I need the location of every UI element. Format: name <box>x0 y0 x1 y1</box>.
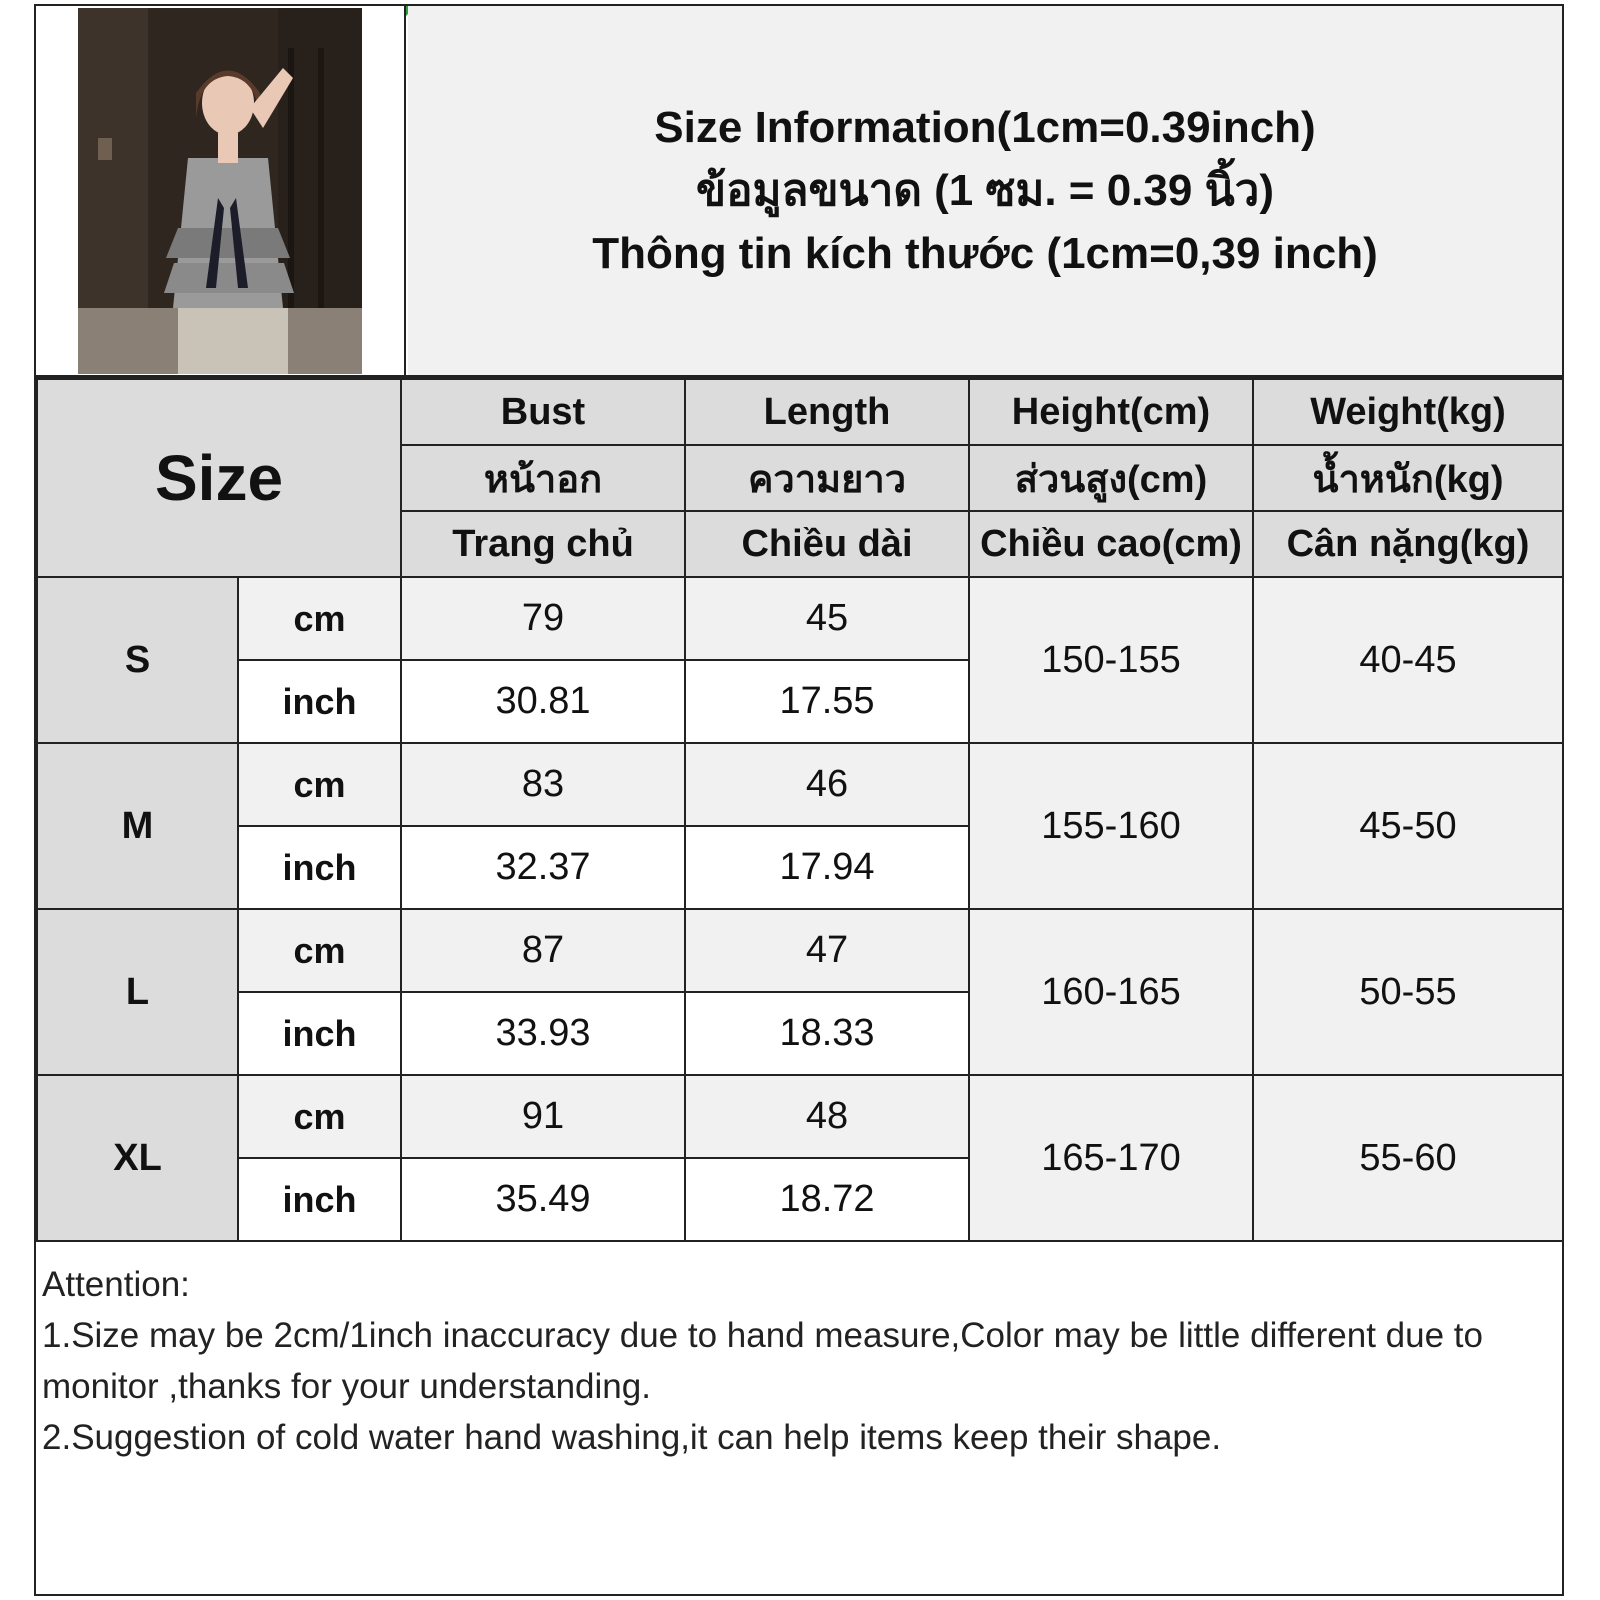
table-row <box>37 743 1563 826</box>
height-range: 165-170 <box>969 1075 1253 1241</box>
weight-range: 40-45 <box>1253 577 1563 743</box>
size-column-header: Size <box>37 379 401 577</box>
unit-inch: inch <box>238 992 401 1075</box>
attention-heading: Attention: <box>42 1265 190 1304</box>
title-vietnamese: Thông tin kích thước (1cm=0,39 inch) <box>592 229 1378 278</box>
length-cm: 47 <box>685 909 969 992</box>
col-header-weight-vi: Cân nặng(kg) <box>1253 511 1563 577</box>
col-header-bust-vi: Trang chủ <box>401 511 685 577</box>
size-label: S <box>37 577 238 743</box>
header-row-en <box>37 379 1563 445</box>
unit-cm: cm <box>238 577 401 660</box>
bust-cm: 83 <box>401 743 685 826</box>
bust-inch: 32.37 <box>401 826 685 909</box>
weight-range: 50-55 <box>1253 909 1563 1075</box>
height-range: 155-160 <box>969 743 1253 909</box>
weight-range: 55-60 <box>1253 1075 1563 1241</box>
length-cm: 45 <box>685 577 969 660</box>
col-header-height-vi: Chiều cao(cm) <box>969 511 1253 577</box>
unit-inch: inch <box>238 1158 401 1241</box>
col-header-length-en: Length <box>685 379 969 445</box>
size-chart <box>34 4 1564 1596</box>
title-block <box>408 6 1562 375</box>
weight-range: 45-50 <box>1253 743 1563 909</box>
title-english: Size Information(1cm=0.39inch) <box>654 103 1316 152</box>
header-section <box>36 6 1562 378</box>
col-header-weight-en: Weight(kg) <box>1253 379 1563 445</box>
unit-cm: cm <box>238 1075 401 1158</box>
table-row <box>37 909 1563 992</box>
size-table <box>36 378 1564 1242</box>
col-header-bust-th: หน้าอก <box>401 445 685 511</box>
col-header-length-th: ความยาว <box>685 445 969 511</box>
length-inch: 18.72 <box>685 1158 969 1241</box>
table-row <box>37 577 1563 660</box>
length-cm: 46 <box>685 743 969 826</box>
unit-cm: cm <box>238 743 401 826</box>
title-thai: ข้อมูลขนาด (1 ซม. = 0.39 นิ้ว) <box>695 166 1274 215</box>
unit-inch: inch <box>238 660 401 743</box>
table-row <box>37 1075 1563 1158</box>
unit-inch: inch <box>238 826 401 909</box>
col-header-weight-th: น้ำหนัก(kg) <box>1253 445 1563 511</box>
length-cm: 48 <box>685 1075 969 1158</box>
attention-item: 2.Suggestion of cold water hand washing,it can help items keep their shape. <box>42 1418 1222 1457</box>
height-range: 150-155 <box>969 577 1253 743</box>
product-photo-cell <box>36 6 406 375</box>
bust-cm: 79 <box>401 577 685 660</box>
bust-inch: 30.81 <box>401 660 685 743</box>
col-header-height-th: ส่วนสูง(cm) <box>969 445 1253 511</box>
bust-cm: 87 <box>401 909 685 992</box>
length-inch: 17.94 <box>685 826 969 909</box>
size-label: L <box>37 909 238 1075</box>
bust-inch: 35.49 <box>401 1158 685 1241</box>
size-label: M <box>37 743 238 909</box>
bust-cm: 91 <box>401 1075 685 1158</box>
col-header-height-en: Height(cm) <box>969 379 1253 445</box>
length-inch: 18.33 <box>685 992 969 1075</box>
height-range: 160-165 <box>969 909 1253 1075</box>
attention-item: 1.Size may be 2cm/1inch inaccuracy due to hand measure,Color may be little different due to monitor ,thanks for your understanding. <box>42 1316 1483 1406</box>
product-photo <box>78 8 362 374</box>
unit-cm: cm <box>238 909 401 992</box>
attention-notes <box>42 1259 1552 1463</box>
col-header-length-vi: Chiều dài <box>685 511 969 577</box>
length-inch: 17.55 <box>685 660 969 743</box>
bust-inch: 33.93 <box>401 992 685 1075</box>
size-label: XL <box>37 1075 238 1241</box>
col-header-bust-en: Bust <box>401 379 685 445</box>
